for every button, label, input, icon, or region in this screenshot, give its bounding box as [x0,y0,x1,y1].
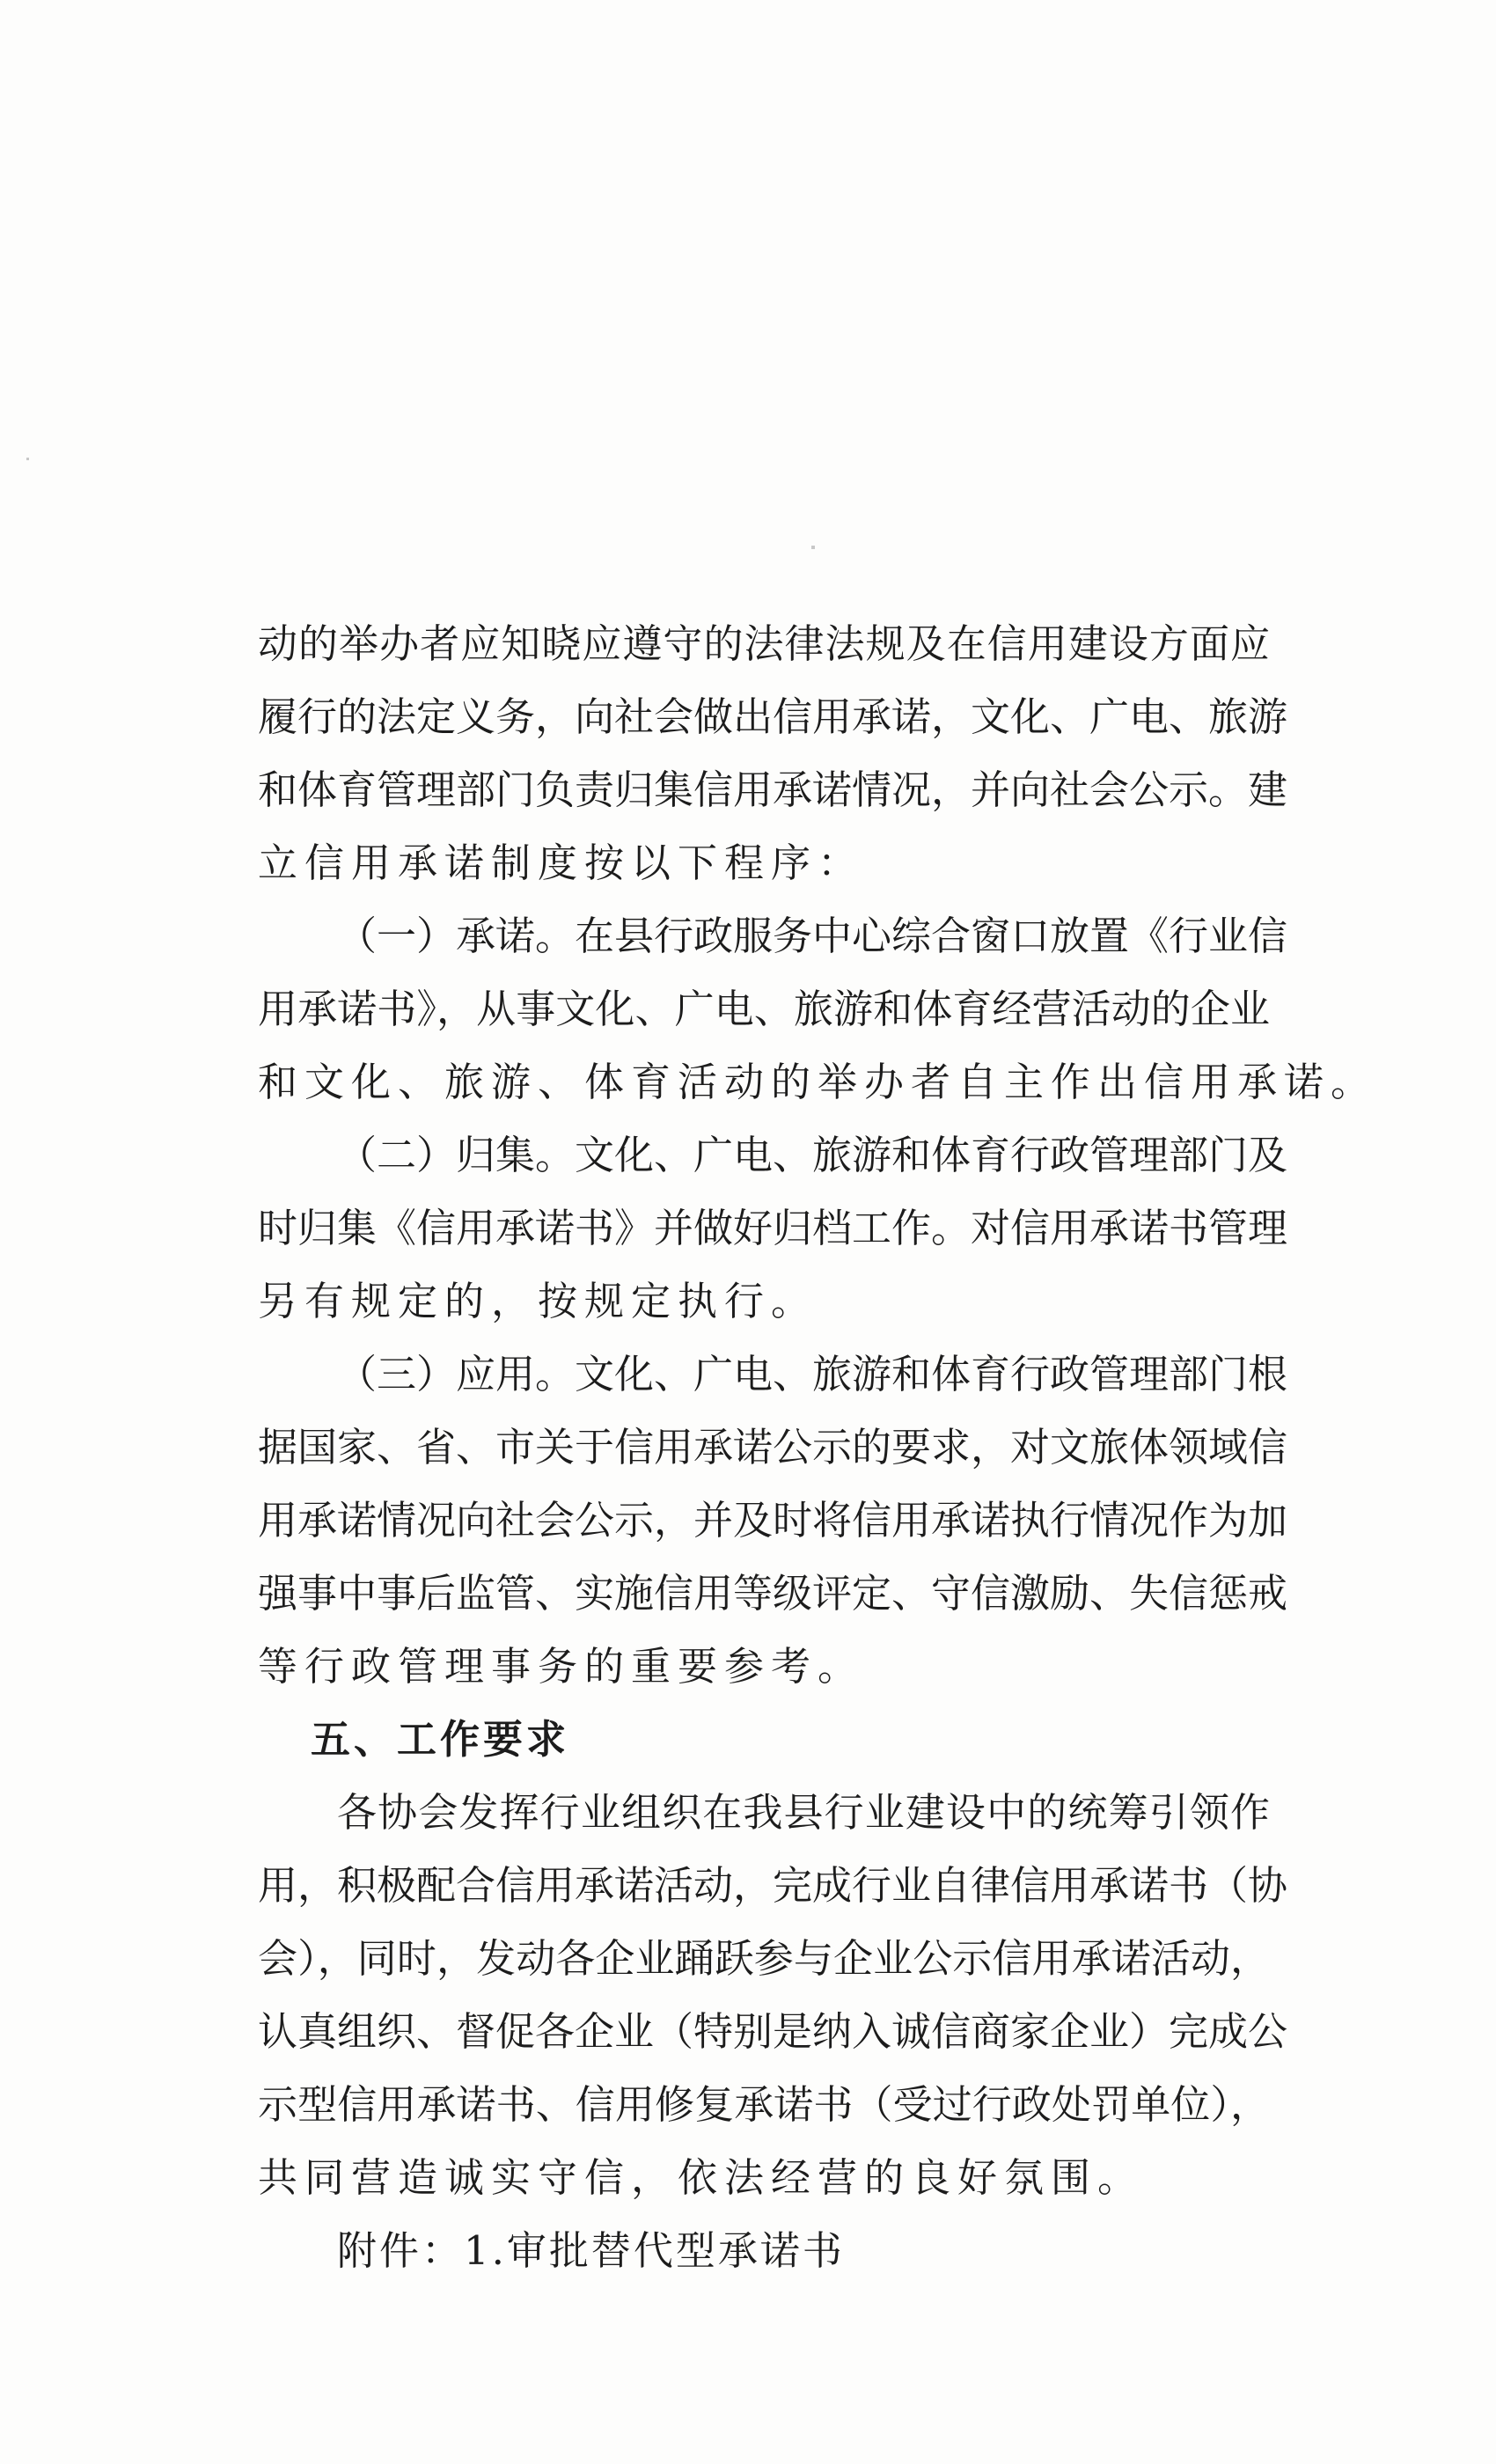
item-2-line: （二）归集。文化、广电、旅游和体育行政管理部门及 [337,1132,1288,1178]
body-line: 动的举办者应知晓应遵守的法律法规及在信用建设方面应 [258,620,1270,667]
document-body [258,607,1378,2287]
section-5-line: 用，积极配合信用承诺活动，完成行业自律信用承诺书（协 [258,1862,1288,1909]
item-3-line: 用承诺情况向社会公示，并及时将信用承诺执行情况作为加 [258,1497,1288,1544]
body-line: 履行的法定义务，向社会做出信用承诺，文化、广电、旅游 [258,693,1288,740]
section-5-line: 各协会发挥行业组织在我县行业建设中的统筹引领作 [337,1789,1270,1836]
item-3-line: 等行政管理事务的重要参考。 [258,1643,865,1690]
item-1-line: 用承诺书》，从事文化、广电、旅游和体育经营活动的企业 [258,986,1270,1032]
body-line: 和体育管理部门负责归集信用承诺情况，并向社会公示。建 [258,766,1288,813]
item-1-line: （一）承诺。在县行政服务中心综合窗口放置《行业信 [337,913,1288,959]
body-line: 立信用承诺制度按以下程序： [258,840,865,886]
scan-speck [26,458,29,460]
item-3-line: 强事中事后监管、实施信用等级评定、守信激励、失信惩戒 [258,1570,1288,1617]
item-3-line: 据国家、省、市关于信用承诺公示的要求，对文旅体领域信 [258,1424,1288,1470]
section-5-line: 共同营造诚实守信，依法经营的良好氛围。 [258,2154,1145,2201]
item-2-line: 时归集《信用承诺书》并做好归档工作。对信用承诺书管理 [258,1205,1288,1251]
attachment-line: 附件：1.审批替代型承诺书 [337,2227,845,2274]
scan-speck [811,546,815,549]
section-5-line: 认真组织、督促各企业（特别是纳入诚信商家企业）完成公 [258,2008,1288,2055]
item-1-line: 和文化、旅游、体育活动的举办者自主作出信用承诺。 [258,1059,1378,1105]
section-heading: 五、工作要求 [311,1716,570,1763]
item-3-line: （三）应用。文化、广电、旅游和体育行政管理部门根 [337,1351,1288,1397]
section-5-line: 示型信用承诺书、信用修复承诺书（受过行政处罚单位）， [258,2081,1270,2128]
item-2-line: 另有规定的，按规定执行。 [258,1278,818,1324]
section-5-line: 会），同时，发动各企业踊跃参与企业公示信用承诺活动， [258,1935,1270,1982]
